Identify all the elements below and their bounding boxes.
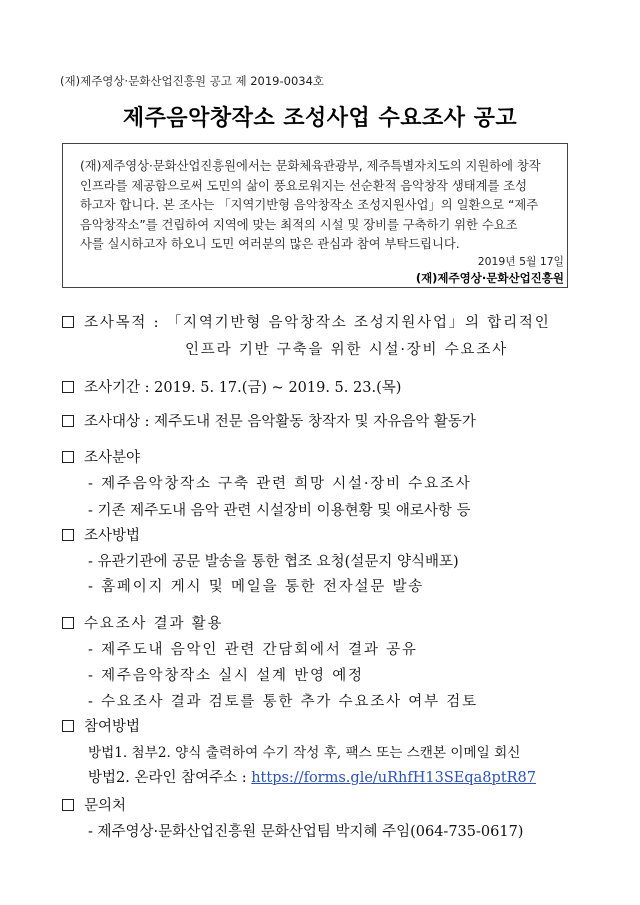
intro-line: (재)제주영상·문화산업진흥원에서는 문화체육관광부, 제주특별자치도의 지원하에 창작 bbox=[80, 159, 541, 173]
list-item: - 수요조사 결과 검토를 통한 추가 수요조사 여부 검토 bbox=[88, 694, 478, 710]
checkbox-icon bbox=[62, 799, 74, 811]
participation-method2-label: 방법2. 온라인 참여주소 : bbox=[88, 770, 252, 786]
section-purpose-label: 조사목적 : 「지역기반형 음악창작소 조성지원사업」의 합리적인 bbox=[84, 315, 551, 331]
participation-method2 bbox=[88, 766, 536, 787]
section-participation bbox=[62, 715, 140, 736]
intro-date: 2019년 5월 17일 bbox=[477, 255, 564, 268]
intro-line: 인프라를 제공함으로써 도민의 삶이 풍요로워지는 선순환적 음악창작 생태계를 조성 bbox=[80, 178, 528, 193]
section-method bbox=[62, 524, 140, 545]
page-title: 제주음악창작소 조성사업 수요조사 공고 bbox=[122, 106, 518, 131]
section-period-label: 조사기간 : 2019. 5. 17.(금) ~ 2019. 5. 23.(목) bbox=[84, 380, 402, 396]
participation-method1: 방법1. 첨부2. 양식 출력하여 수기 작성 후, 팩스 또는 스캔본 이메일 회신 bbox=[88, 745, 521, 761]
list-item: - 유관기관에 공문 발송을 통한 협조 요청(설문지 양식배포) bbox=[88, 554, 459, 570]
checkbox-icon bbox=[62, 720, 74, 732]
section-contact bbox=[62, 794, 126, 815]
section-purpose bbox=[62, 311, 551, 332]
section-scope bbox=[62, 446, 140, 467]
intro-line: 사를 실시하고자 하오니 도민 여러분의 많은 관심과 참여 부탁드립니다. bbox=[80, 237, 460, 252]
section-target-label: 조사대상 : 제주도내 전문 음악활동 창작자 및 자유음악 활동가 bbox=[84, 414, 476, 430]
list-item: - 제주음악창작소 구축 관련 희망 시설·장비 수요조사 bbox=[88, 476, 472, 492]
contact-line: - 제주영상·문화산업진흥원 문화산업팀 박지혜 주임(064-735-0617) bbox=[88, 824, 524, 840]
notice-number: (재)제주영상·문화산업진흥원 공고 제 2019-0034호 bbox=[60, 74, 325, 88]
intro-line: 음악창작소”를 건립하여 지역에 맞는 최적의 시설 및 장비를 구축하기 위한 수요조 bbox=[80, 217, 518, 232]
section-purpose-line2: 인프라 기반 구축을 위한 시설·장비 수요조사 bbox=[185, 342, 508, 358]
section-participation-label: 참여방법 bbox=[84, 719, 141, 735]
section-method-label: 조사방법 bbox=[84, 528, 141, 544]
checkbox-icon bbox=[62, 381, 74, 393]
checkbox-icon bbox=[62, 451, 74, 463]
checkbox-icon bbox=[62, 415, 74, 427]
survey-link[interactable]: https://forms.gle/uRhfH13SEqa8ptR87 bbox=[251, 770, 537, 786]
checkbox-icon bbox=[62, 529, 74, 541]
section-scope-label: 조사분야 bbox=[84, 450, 141, 466]
checkbox-icon bbox=[62, 617, 74, 629]
list-item: - 기존 제주도내 음악 관련 시설장비 이용현황 및 애로사항 등 bbox=[88, 503, 471, 519]
list-item: - 홈페이지 게시 및 메일을 통한 전자설문 발송 bbox=[88, 579, 425, 595]
section-target bbox=[62, 410, 476, 431]
section-usage-label: 수요조사 결과 활용 bbox=[84, 616, 224, 632]
intro-text bbox=[80, 157, 566, 255]
intro-line: 하고자 합니다. 본 조사는 「지역기반형 음악창작소 조성지원사업」의 일환으로 “제주 bbox=[80, 198, 539, 213]
checkbox-icon bbox=[62, 316, 74, 328]
intro-organization: (재)제주영상·문화산업진흥원 bbox=[415, 271, 564, 285]
section-period bbox=[62, 376, 401, 397]
list-item: - 제주음악창작소 실시 설계 반영 예정 bbox=[88, 668, 364, 684]
section-contact-label: 문의처 bbox=[84, 798, 127, 814]
list-item: - 제주도내 음악인 관련 간담회에서 결과 공유 bbox=[88, 642, 418, 658]
section-usage bbox=[62, 612, 223, 633]
